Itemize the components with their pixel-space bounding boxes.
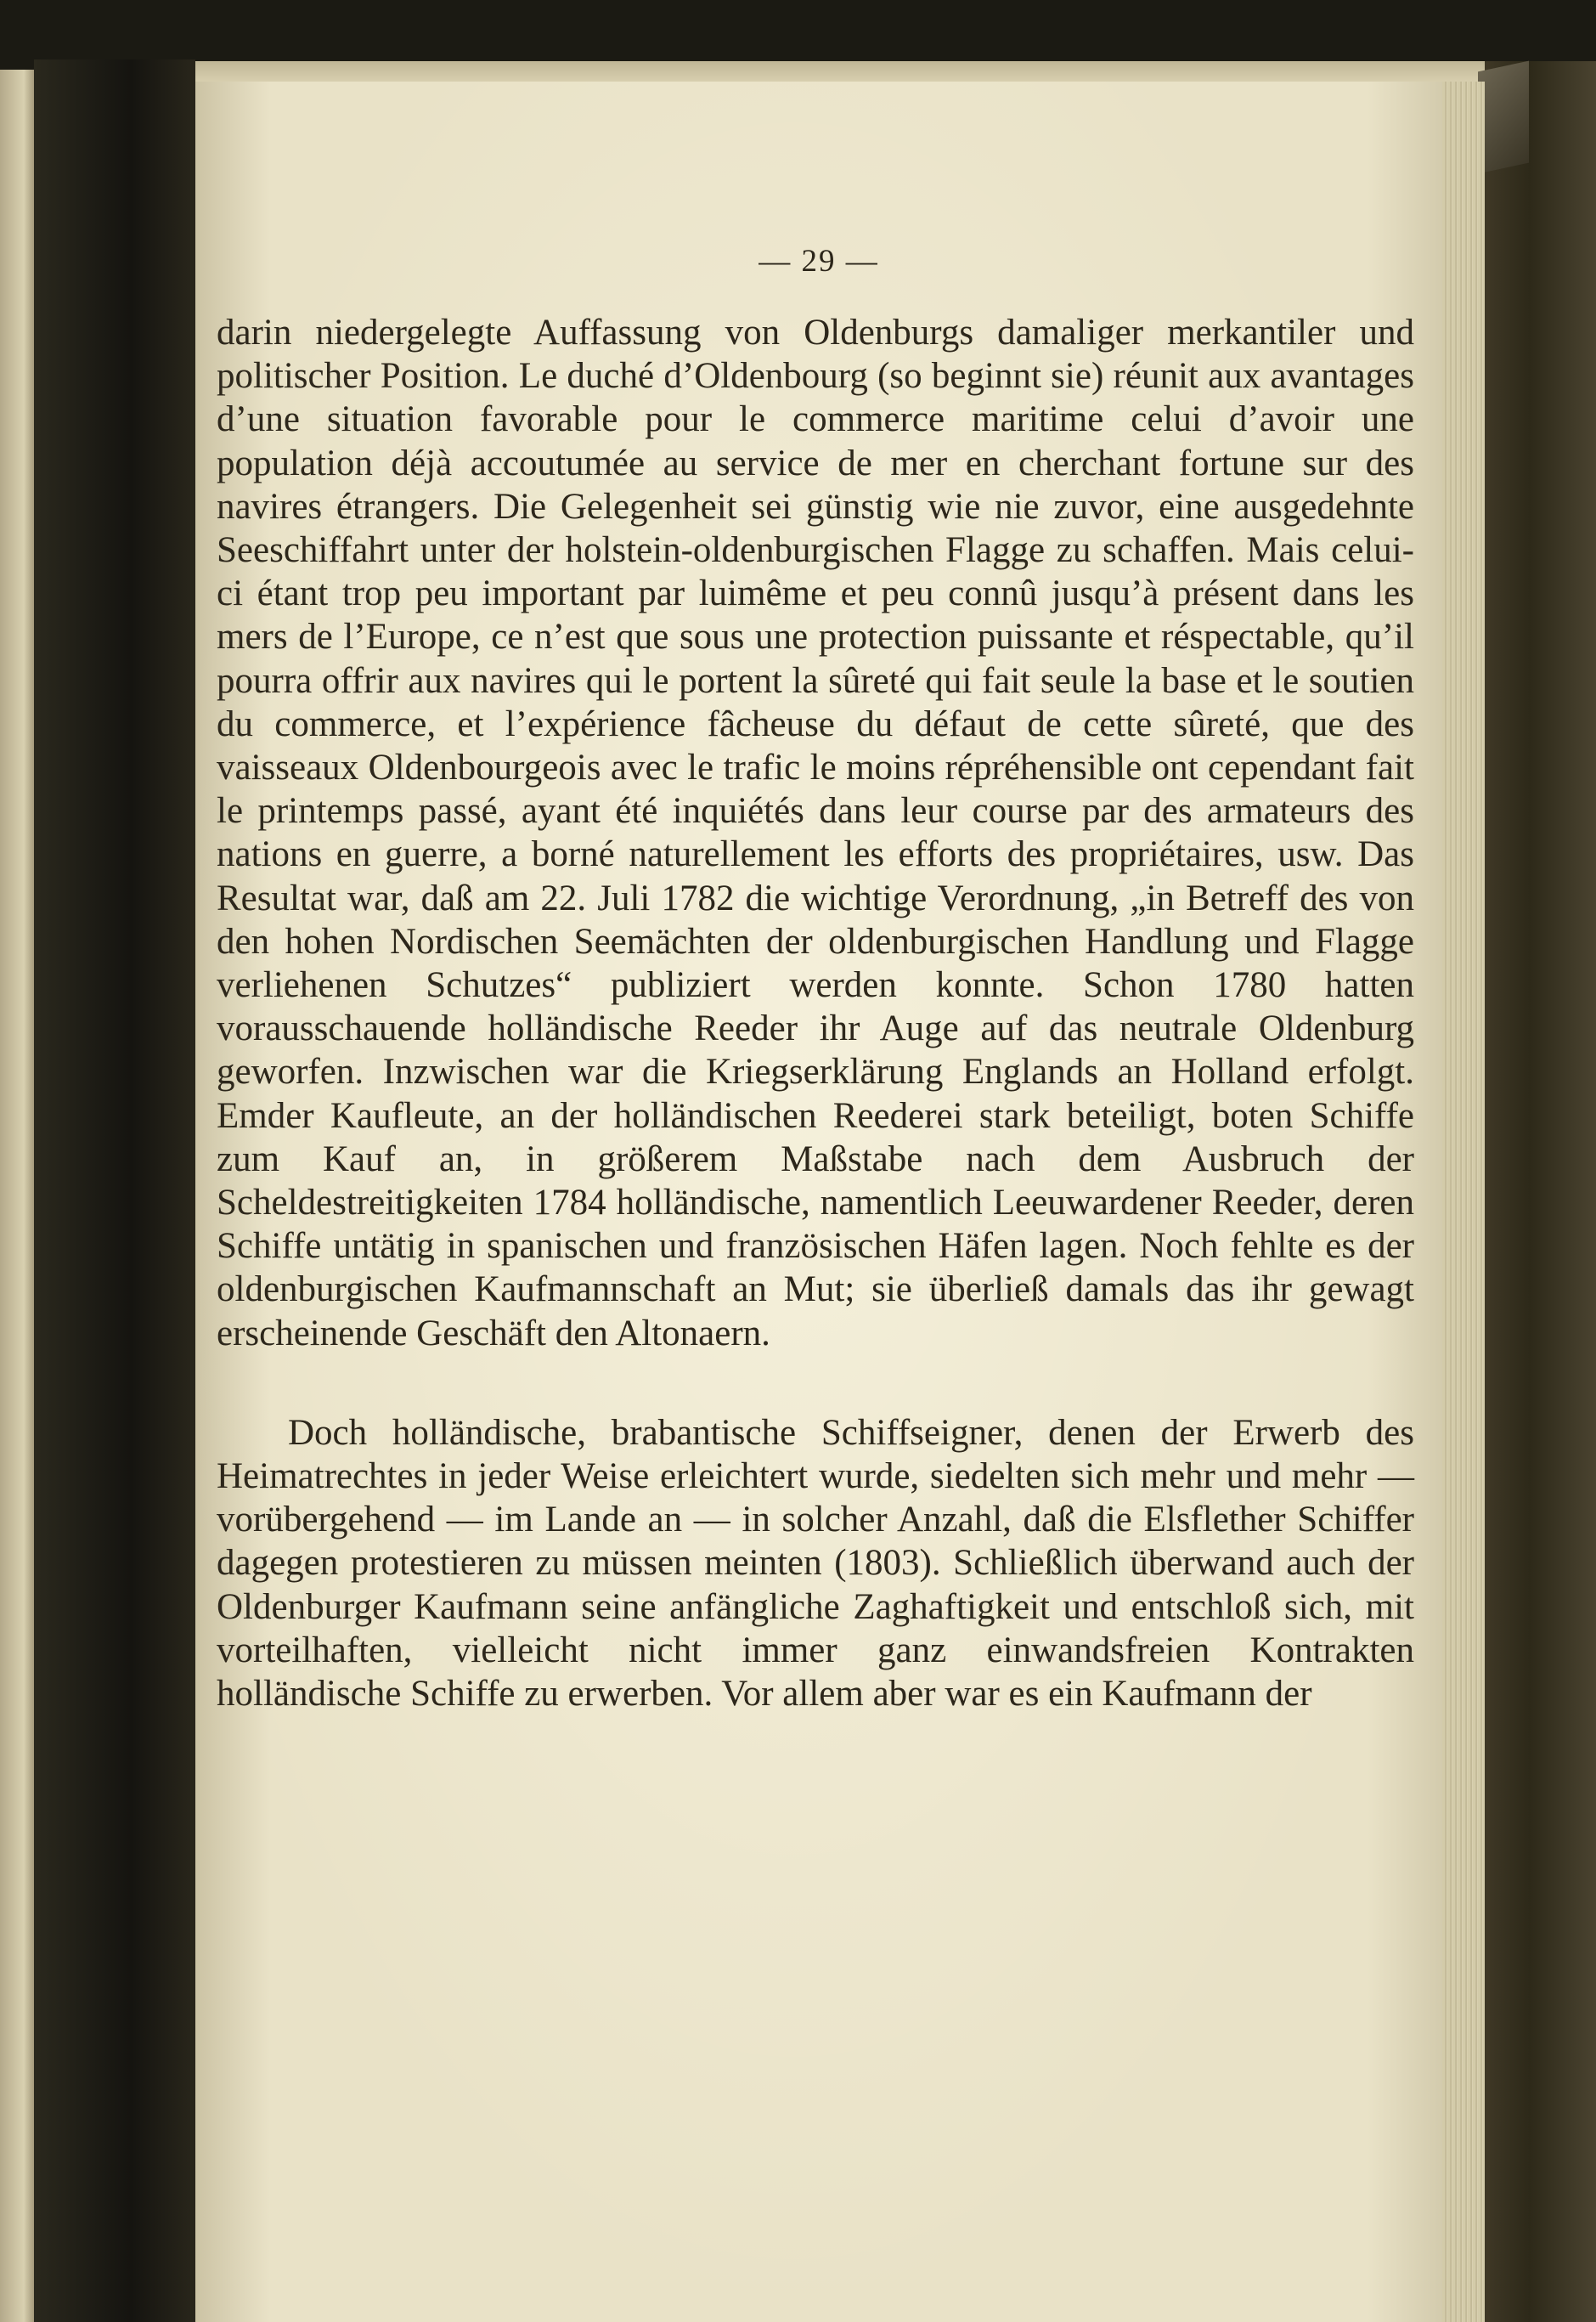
page-number: — 29 — [759,244,879,279]
book-page [195,82,1442,2322]
book-gutter [34,59,195,2322]
paragraph-gap [217,1355,1414,1411]
paragraph-2: Doch holländische, brabantische Schiffseigner, denen der Erwerb des Heimatrechtes in jeder Weise erleichtert wurde, siedelten sich mehr und mehr — vorübergehend — im Lande an — in solcher Anzahl, daß die Elsflether Schiffer dagegen protestieren zu müssen meinten (1803). Schließlich überwand auch der Oldenburger Kaufmann seine anfängliche Zaghaftigkeit und entschloß sich, mit vorteilhaften, vielleicht nicht immer ganz einwandsfreien Kontrakten holländische Schiffe zu erwerben. Vor allem aber war es ein Kaufmann der [217,1412,1414,1715]
cover-corner [1478,61,1529,174]
book-cover-board [1485,61,1596,2322]
stacked-page-edges [1442,82,1485,2322]
facing-page-edge [0,70,34,2322]
body-text [214,311,1414,1715]
paragraph-1: darin niedergelegte Auffassung von Oldenburgs damaliger merkantiler und politischer Position. Le duché d’Oldenbourg (so beginnt sie) réunit aux avantages d’une situation favorable pour le commerce maritime celui d’avoir une population déjà accoutumée au service de mer en cherchant fortune sur des navires étrangers. Die Gelegenheit sei günstig wie nie zuvor, eine ausgedehnte Seeschiffahrt unter der holstein-oldenburgischen Flagge zu schaffen. Mais celui-ci étant trop peu important par luimême et peu connû jusqu’à présent dans les mers de l’Europe, ce n’est que sous une protection puissante et réspectable, qu’il pourra offrir aux navires qui le portent la sûreté qui fait seule la base et le soutien du commerce, et l’expérience fâcheuse du défaut de cette sûreté, que des vaisseaux Oldenbourgeois avec le trafic le moins répréhensible ont cependant fait le printemps passé, ayant été inquiétés dans leur course par des armateurs des nations en guerre, a borné naturellement les efforts des propriétaires, usw. Das Resultat war, daß am 22. Juli 1782 die wichtige Verordnung, „in Betreff des von den hohen Nordischen Seemächten der oldenburgischen Handlung und Flagge verliehenen Schutzes“ publiziert werden konnte. Schon 1780 hatten vorausschauende holländische Reeder ihr Auge auf das neutrale Oldenburg geworfen. Inzwischen war die Kriegserklärung Englands an Holland erfolgt. Emder Kaufleute, an der holländischen Reederei stark beteiligt, boten Schiffe zum Kauf an, in größerem Maßstabe nach dem Ausbruch der Scheldestreitigkeiten 1784 holländische, namentlich Leeuwardener Reeder, deren Schiffe untätig in spanischen und französischen Häfen lagen. Noch fehlte es der oldenburgischen Kaufmannschaft an Mut; sie überließ damals das ihr gewagt erscheinende Geschäft den Altonaern. [217,313,1414,1353]
